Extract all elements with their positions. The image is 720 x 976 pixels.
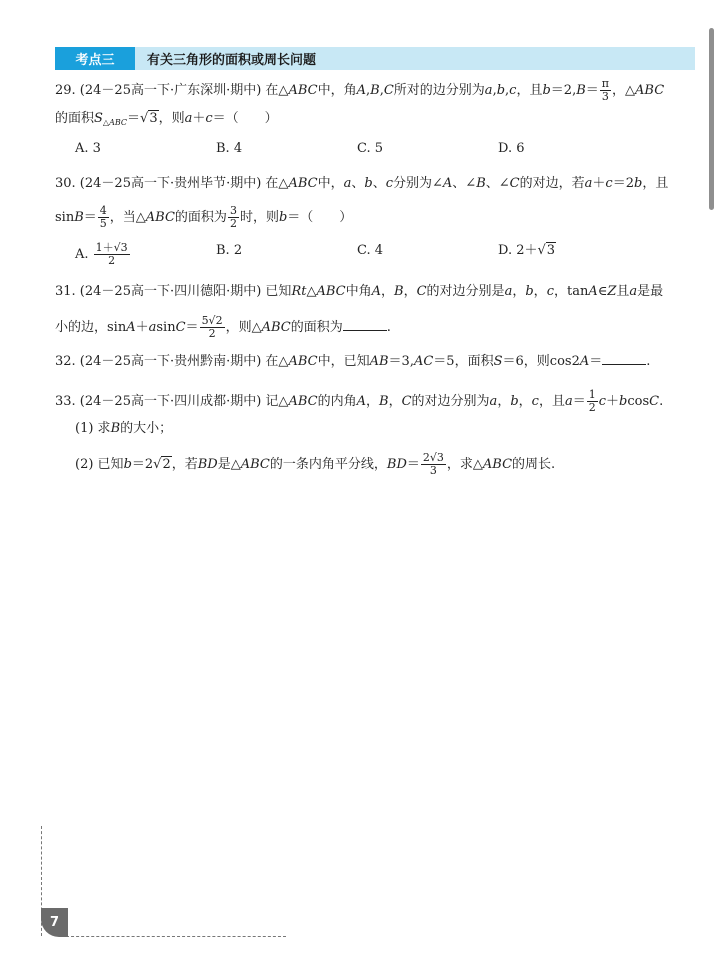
fraction-1-over-2: $\frac{1}{2}$ — [588, 388, 596, 414]
section-header — [55, 47, 695, 70]
option-29-b[interactable]: B. 4 — [216, 141, 243, 156]
fraction-4-over-5: $\frac{4}{5}$ — [99, 204, 107, 230]
fraction-2root3-over-3: $\frac{2√3}{3}$ — [422, 451, 444, 477]
section-tag: 考点三 — [55, 47, 135, 70]
question-29-line-2: 的面积$S_{\triangle ABC}=√3$，则a＋c＝（ ） — [55, 111, 278, 127]
option-30-b[interactable]: B. 2 — [216, 243, 243, 258]
page-border-horizontal — [66, 936, 286, 937]
option-30-a[interactable]: A. $\frac{1+√3}{2}$ — [75, 241, 128, 267]
page-number: 7 — [41, 908, 68, 937]
question-30-line-1: 30. (24－25高一下·贵州毕节·期中) 在△ABC中，a、b、c分别为∠A、∠B、∠C的对边，若a＋c＝2b，且 — [55, 176, 669, 191]
option-30-c[interactable]: C. 4 — [357, 243, 384, 258]
option-30-d[interactable]: D. 2＋√3 — [498, 243, 556, 258]
question-31-line-1: 31. (24－25高一下·四川德阳·期中) 已知Rt△ABC中角A，B，C的对边分别是a，b，c，tanA∈Z且a是最 — [55, 284, 664, 299]
section-title: 有关三角形的面积或周长问题 — [147, 53, 317, 68]
option-29-c[interactable]: C. 5 — [357, 141, 384, 156]
answer-blank[interactable] — [602, 352, 646, 365]
question-30-line-2: sinB＝ $\frac{4}{5}$ ，当△ABC的面积为 $\frac{3}{2}$ 时，则b＝（ ） — [55, 204, 353, 230]
question-33-part-2: (2) 已知b＝2√2，若BD是△ABC的一条内角平分线，BD＝ $\frac{2√3}{3}$ ，求△ABC的周长. — [75, 451, 556, 477]
question-33-part-1: (1) 求B的大小； — [75, 421, 173, 436]
fraction-option-a: $\frac{1+√3}{2}$ — [95, 241, 128, 267]
option-29-d[interactable]: D. 6 — [498, 141, 525, 156]
question-29-line-1: 29. (24－25高一下·广东深圳·期中) 在△ABC中，角A,B,C所对的边分别为a,b,c，且b＝2,B＝ $\frac{\pi}{3}$ ，△ABC — [55, 77, 665, 103]
fraction-3-over-2: $\frac{3}{2}$ — [229, 204, 237, 230]
fraction-5root2-over-2: $\frac{5√2}{2}$ — [201, 314, 223, 340]
option-29-a[interactable]: A. 3 — [75, 141, 101, 156]
question-33-line-1: 33. (24－25高一下·四川成都·期中) 记△ABC的内角A，B，C的对边分别为a，b，c，且a＝ $\frac{1}{2}$ c＋bcosC. — [55, 388, 664, 414]
question-31-line-2: 小的边，sinA＋asinC＝ $\frac{5√2}{2}$ ，则△ABC的面积为 . — [55, 314, 391, 340]
question-32-line-1: 32. (24－25高一下·贵州黔南·期中) 在△ABC中，已知AB＝3,AC＝5，面积S＝6，则cos2A＝ . — [55, 354, 651, 369]
answer-blank[interactable] — [343, 318, 387, 331]
scrollbar[interactable] — [709, 28, 714, 210]
fraction-pi-over-3: $\frac{\pi}{3}$ — [601, 77, 610, 103]
